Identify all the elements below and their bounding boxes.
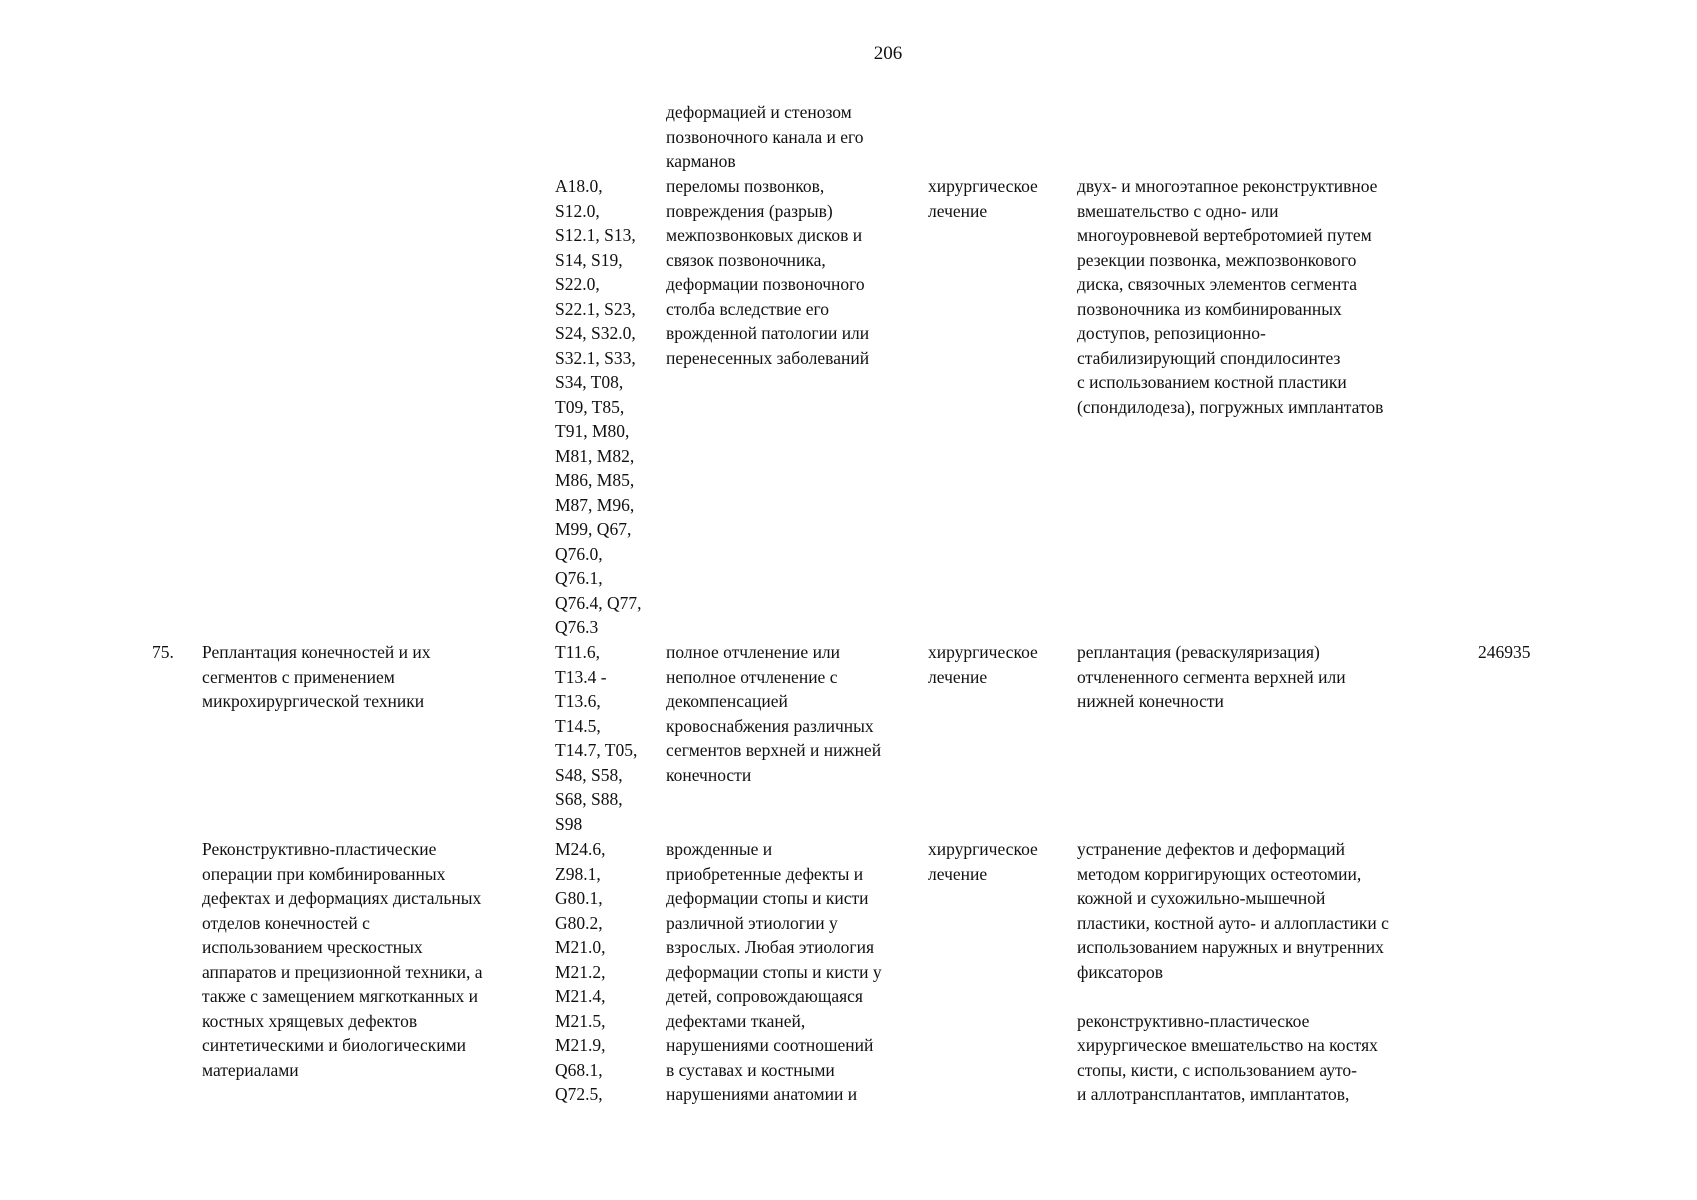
- row-3-model: врожденные и приобретенные дефекты и деформации стопы и кисти различной этиологии у взрослых. Любая этиология деформации стопы и кисти у детей, сопровождающаяся дефектами тканей, нарушениями соотношений в суставах и костными нарушениями анатомии и: [666, 839, 882, 1104]
- row-1-model: переломы позвонков, повреждения (разрыв) межпозвонковых дисков и связок позвоночника, деформации позвоночного столба вследствие его врожденной патологии или перенесенных заболеваний: [666, 176, 870, 368]
- row-3-method: устранение дефектов и деформаций методом корригирующих остеотомии, кожной и сухожильно-мышечной пластики, костной ауто- и аллопластики с использованием наружных и внутренних фиксаторов реконструктивно-пластическое хирургическое вмешательство на костях стопы, кисти, с использованием ауто- и аллотрансплантатов, имплантатов,: [1077, 839, 1389, 1104]
- row-2-treatment-type: хирургическое лечение: [928, 642, 1038, 687]
- row-2-cost: 246935: [1478, 642, 1531, 662]
- row-2-number: 75.: [152, 642, 174, 662]
- row-2-name: Реплантация конечностей и их сегментов с применением микрохирургической техники: [202, 642, 431, 711]
- row-1-codes: A18.0, S12.0, S12.1, S13, S14, S19, S22.0, S22.1, S23, S24, S32.0, S32.1, S33, S34, T08, T09, T85, T91, M80, M81, M82, M86, M85, M87, M96, M99, Q67, Q76.0, Q76.1, Q76.4, Q77, Q76.3: [555, 176, 642, 637]
- row-1-method: двух- и многоэтапное реконструктивное вмешательство с одно- или многоуровневой вертебротомией путем резекции позвонка, межпозвонкового диска, связочных элементов сегмента позвоночника из комбинированных доступов, репозиционно- стабилизирующий спондилосинтез с использованием костной пластики (спондилодеза), погружных имплантатов: [1077, 176, 1384, 417]
- row-0-model: деформацией и стенозом позвоночного канала и его карманов: [666, 102, 864, 171]
- row-1-treatment-type: хирургическое лечение: [928, 176, 1038, 221]
- row-3-name: Реконструктивно-пластические операции при комбинированных дефектах и деформациях дистальных отделов конечностей с использованием чрескостных аппаратов и прецизионной техники, а также с замещением мягкотканных и костных хрящевых дефектов синтетическими и биологическими материалами: [202, 839, 483, 1080]
- page-number: 206: [873, 43, 903, 64]
- row-2-method: реплантация (реваскуляризация) отчлененного сегмента верхней или нижней конечности: [1077, 642, 1346, 711]
- row-2-model: полное отчленение или неполное отчленение с декомпенсацией кровоснабжения различных сегментов верхней и нижней конечности: [666, 642, 882, 785]
- row-3-treatment-type: хирургическое лечение: [928, 839, 1038, 884]
- row-3-codes: M24.6, Z98.1, G80.1, G80.2, M21.0, M21.2, M21.4, M21.5, M21.9, Q68.1, Q72.5,: [555, 839, 606, 1104]
- row-2-codes: T11.6, T13.4 - T13.6, T14.5, T14.7, T05, S48, S58, S68, S88, S98: [555, 642, 638, 834]
